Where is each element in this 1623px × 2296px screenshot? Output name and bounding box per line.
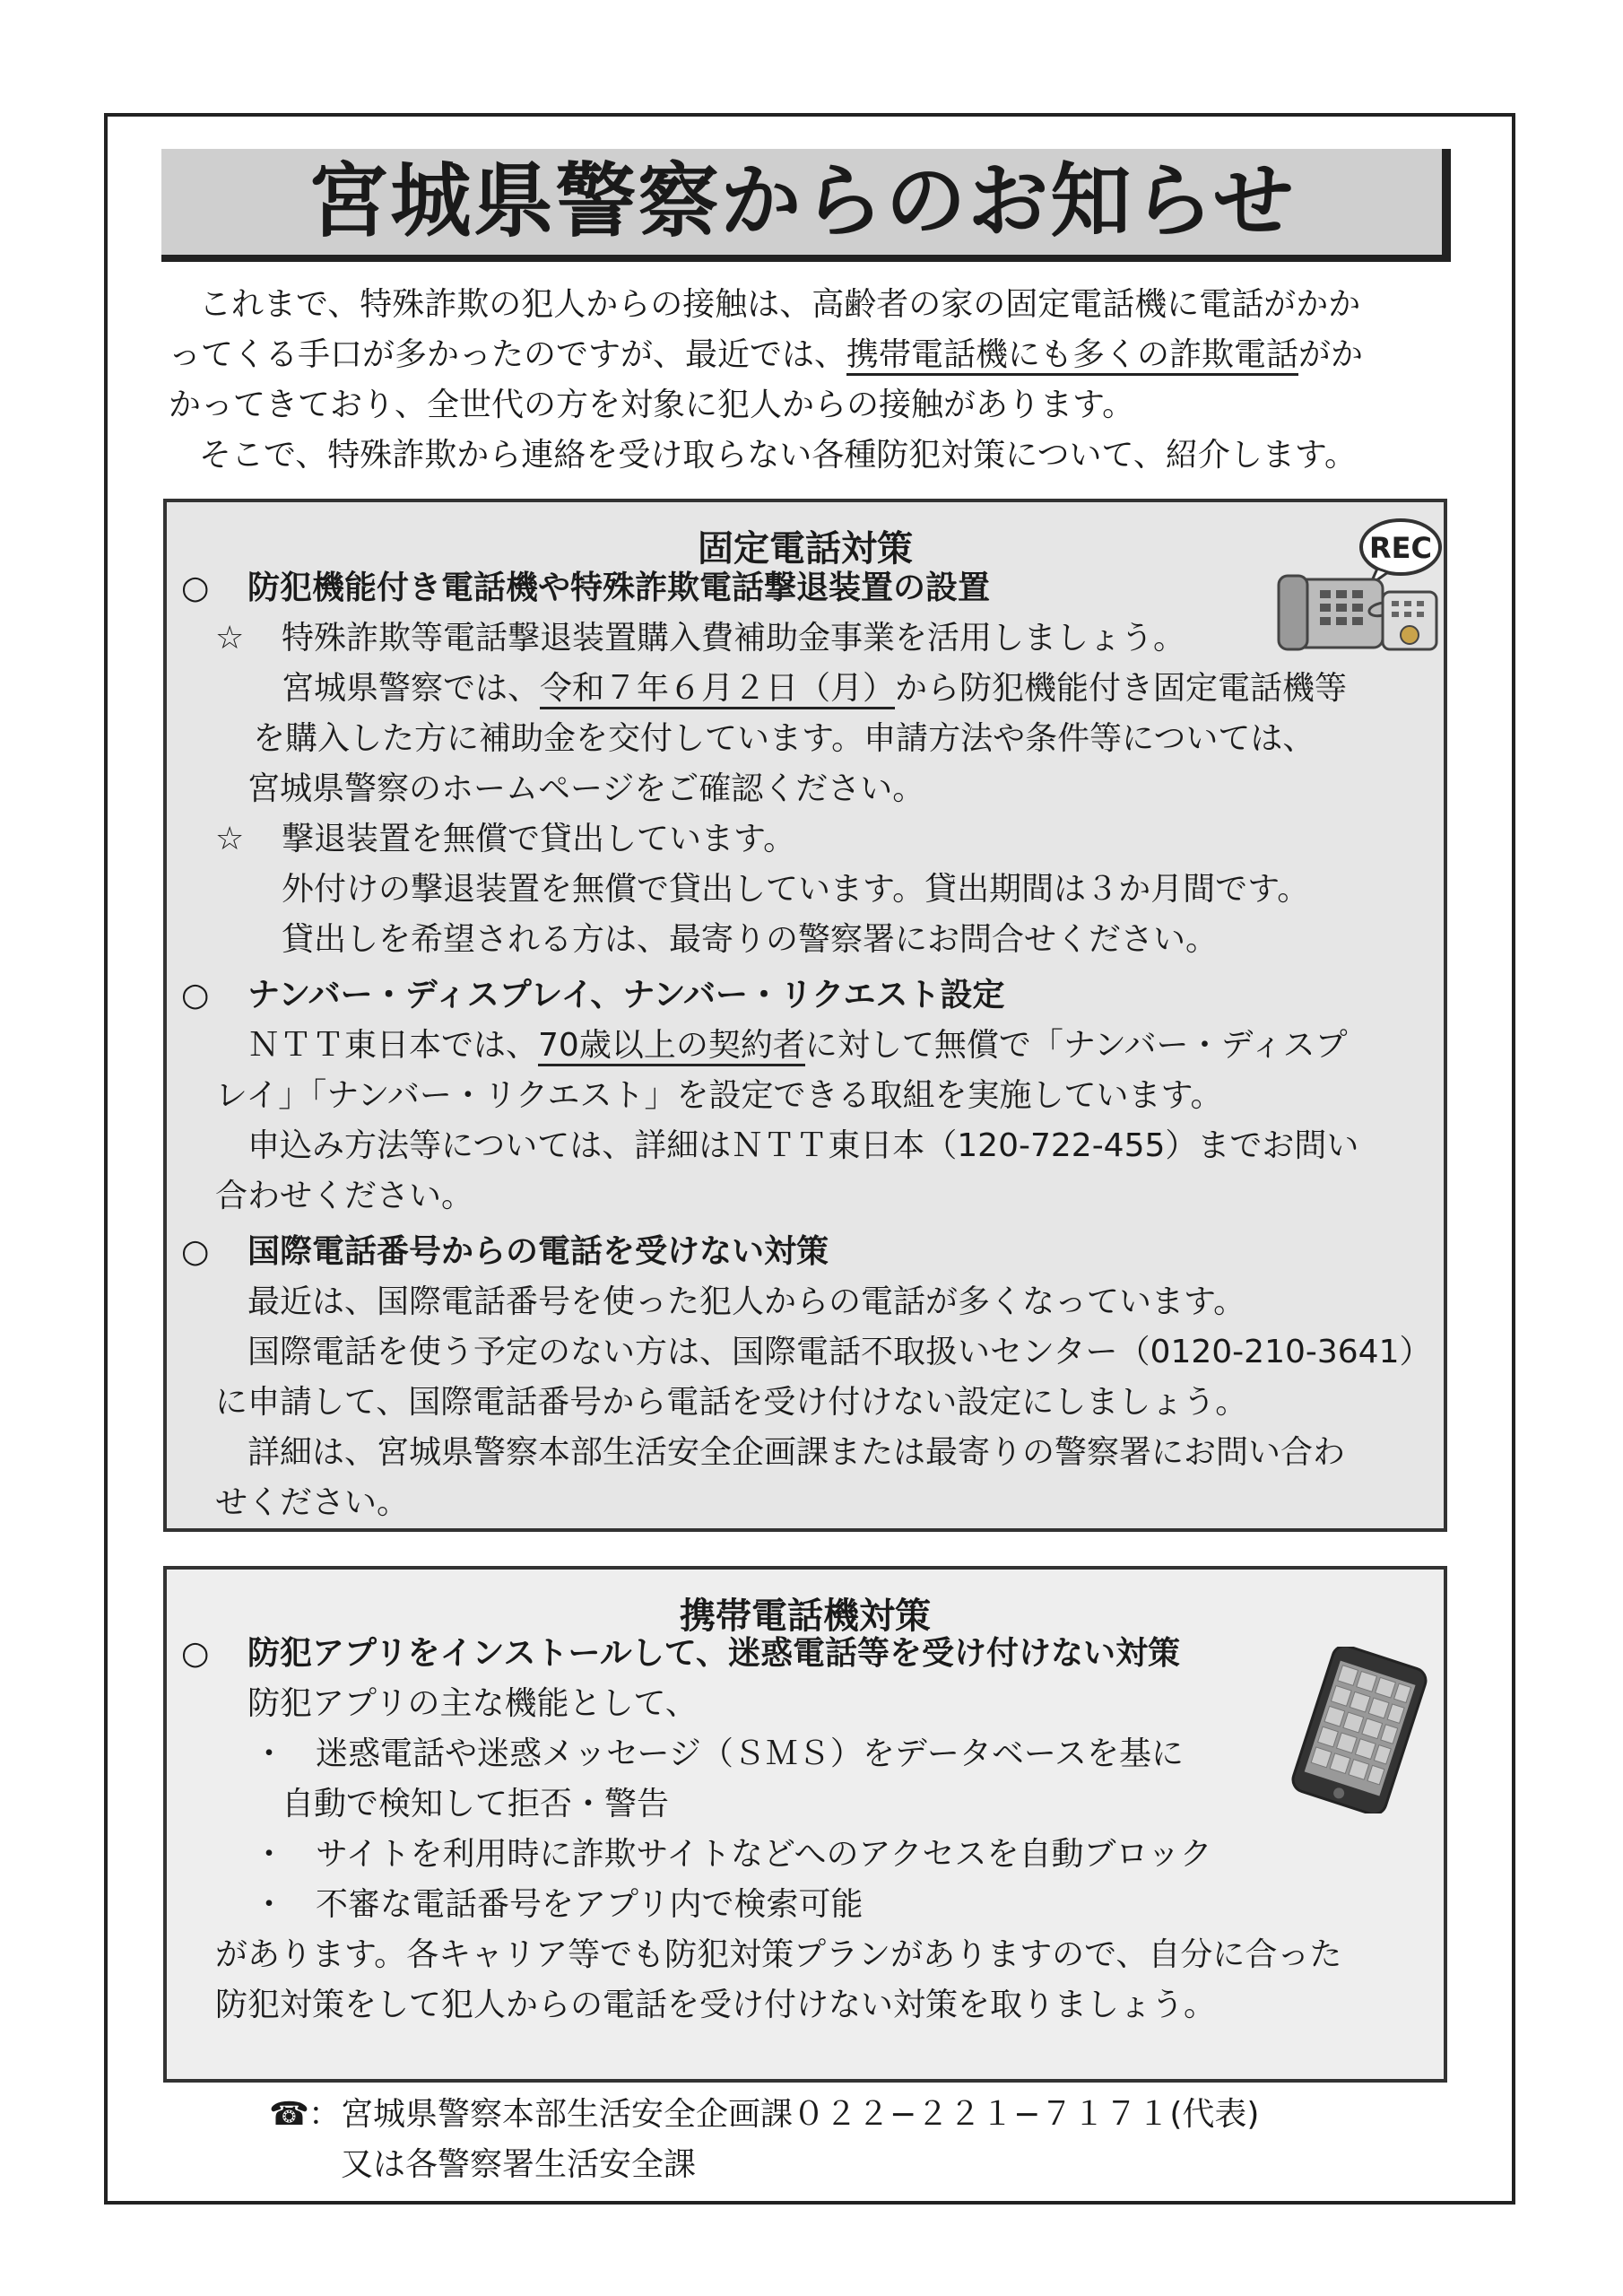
landline-s2-para4: 合わせください。 [215,1178,474,1214]
mobile-para3: 防犯対策をして犯人からの電話を受け付けない対策を取りましょう。 [215,1987,1217,2023]
mobile-item2: サイトを利用時に詐欺サイトなどへのアクセスを自動ブロック [316,1836,1212,1873]
landline-s3-para1: 最近は、国際電話番号を使った犯人からの電話が多くなっています。 [247,1283,1246,1320]
landline-s1-para4: 外付けの撃退装置を無償で貸出しています。貸出期間は３か月間です。 [282,871,1310,908]
intro-line-2: ってくる手口が多かったのですが、最近では、携帯電話機にも多くの詐欺電話がか [169,335,1363,375]
landline-s1-para2: を購入した方に補助金を交付しています。申請方法や条件等については、 [253,720,1315,757]
rec-telephone-icon [1277,517,1453,660]
star-icon: ☆ [215,821,245,857]
mobile-para1: 防犯アプリの主な機能として、 [247,1685,698,1722]
landline-s1-title: 防犯機能付き電話機や特殊詐欺電話撃退装置の設置 [247,570,991,606]
landline-s1-para3: 宮城県警察のホームページをご確認ください。 [247,770,925,807]
landline-s2-para2: レイ」「ナンバー・リクエスト」を設定できる取組を実施しています。 [215,1077,1223,1114]
intro-line-4: そこで、特殊詐欺から連絡を受け取らない各種防犯対策について、紹介します。 [199,437,1357,474]
landline-s3-bullet: ○ [181,1233,210,1270]
landline-s1-star1-text: 特殊詐欺等電話撃退装置購入費補助金事業を活用しましょう。 [282,620,1186,657]
mobile-item2-dot: ・ [253,1836,286,1873]
contact-line-1: ：宮城県警察本部生活安全企画課０２２−２２１−７１７１(代表) [308,2096,1260,2133]
star-icon: ☆ [215,620,245,657]
landline-s2-title: ナンバー・ディスプレイ、ナンバー・リクエスト設定 [247,977,1005,1013]
age-condition: 70歳以上の契約者 [538,1027,805,1066]
contact-line-2: 又は各警察署生活安全課 [341,2146,697,2183]
landline-heading: 固定電話対策 [698,528,913,570]
landline-s3-para5: せください。 [215,1484,410,1521]
mobile-item3: 不審な電話番号をアプリ内で検索可能 [316,1886,864,1923]
mobile-item1-dot: ・ [253,1735,286,1772]
landline-s3-para2: 国際電話を使う予定のない方は、国際電話不取扱いセンター（0120-210-3641） [247,1334,1432,1370]
page-title: 宮城県警察からのお知らせ [308,154,1296,248]
intro-line-3: かってきており、全世代の方を対象に犯人からの接触があります。 [169,387,1135,423]
landline-s1-bullet: ○ [181,570,210,606]
landline-s3-para4: 詳細は、宮城県警察本部生活安全企画課または最寄りの警察署にお問い合わ [247,1434,1346,1471]
landline-s3-title: 国際電話番号からの電話を受けない対策 [247,1233,829,1270]
landline-s1-star2-text: 撃退装置を無償で貸出しています。 [282,821,796,857]
mobile-item1-line2: 自動で検知して拒否・警告 [282,1786,670,1822]
landline-s1-para5: 貸出しを希望される方は、最寄りの警察署にお問合せください。 [282,921,1219,958]
mobile-bullet: ○ [181,1635,210,1672]
mobile-item1-line1: 迷惑電話や迷惑メッセージ（ＳＭＳ）をデータベースを基に [316,1735,1185,1772]
mobile-title: 防犯アプリをインストールして、迷惑電話等を受け付けない対策 [247,1635,1181,1672]
landline-s2-para1: ＮＴＴ東日本では、70歳以上の契約者に対して無償で「ナンバー・ディスプ [247,1026,1348,1065]
landline-s2-para3: 申込み方法等については、詳細はＮＴＴ東日本（120-722-455）までお問い [247,1127,1359,1164]
landline-s2-bullet: ○ [181,977,210,1013]
landline-s1-para1: 宮城県警察では、令和７年６月２日（月）から防犯機能付き固定電話機等 [282,669,1347,709]
smartphone-icon [1280,1647,1438,1813]
landline-s3-para3: に申請して、国際電話番号から電話を受け付けない設定にしましょう。 [215,1384,1248,1421]
title-banner [161,149,1451,262]
mobile-heading: 携帯電話機対策 [680,1596,931,1637]
rec-label: REC [1369,531,1432,565]
subsidy-date: 令和７年６月２日（月） [540,670,895,709]
phone-icon: ☎ [269,2096,309,2133]
intro-line-1: これまで、特殊詐欺の犯人からの接触は、高齢者の家の固定電話機に電話がかか [199,286,1361,323]
mobile-para2: があります。各キャリア等でも防犯対策プランがありますので、自分に合った [215,1936,1342,1973]
mobile-item3-dot: ・ [253,1886,286,1923]
intro-highlight: 携帯電話機にも多くの詐欺電話 [846,336,1298,376]
